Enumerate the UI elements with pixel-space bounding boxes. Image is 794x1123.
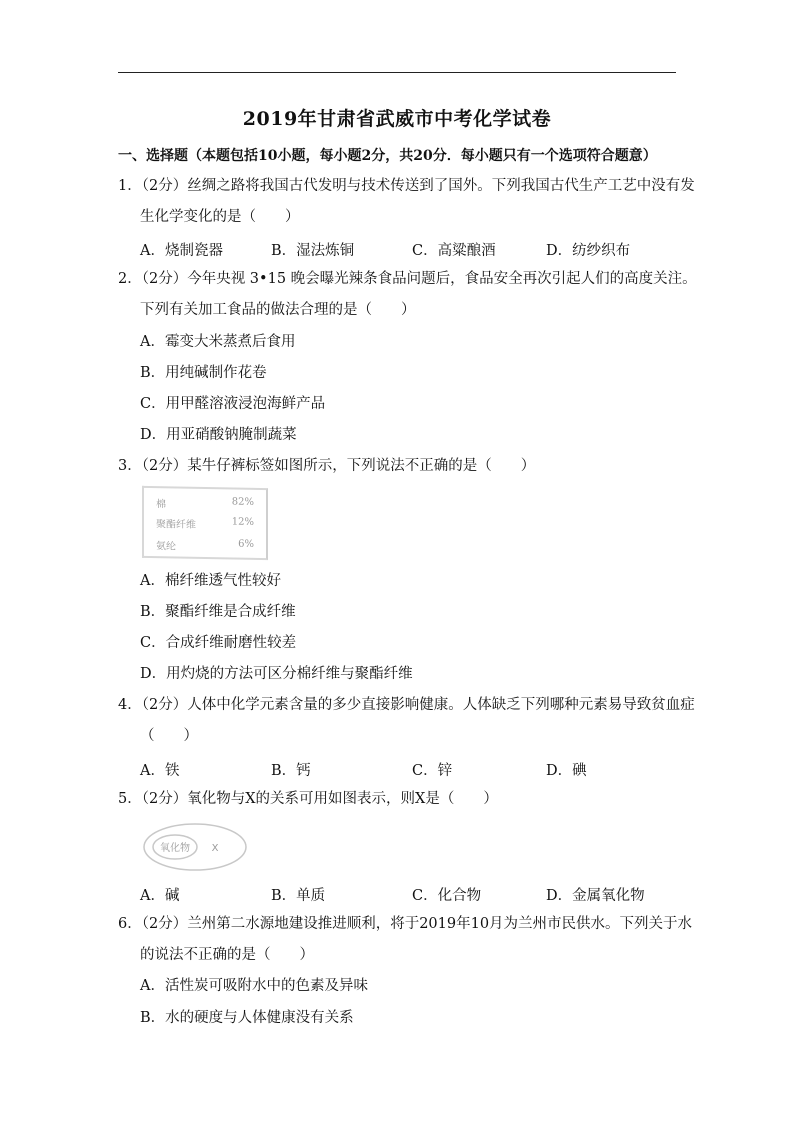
option-d: D．纺纱织布	[546, 243, 631, 259]
label-row-name: 棉	[156, 499, 166, 511]
question-5-stem: 5．（2分）氧化物与X的关系可用如图表示，则X是（ ）	[118, 791, 498, 807]
option-a: A．铁	[140, 763, 180, 779]
question-2-option-a: A．霉变大米蒸煮后食用	[140, 334, 296, 350]
question-2-stem: 2．（2分）今年央视 3•15 晚会曝光辣条食品问题后，食品安全再次引起人们的高度关注。	[118, 271, 697, 287]
jeans-label-figure	[142, 486, 268, 560]
question-6-stem-cont: 的说法不正确的是（ ）	[140, 947, 314, 963]
question-3-option-c: C．合成纤维耐磨性较差	[140, 635, 297, 651]
question-1-options	[140, 239, 660, 257]
option-c: C．化合物	[412, 888, 482, 904]
question-3-option-d: D．用灼烧的方法可区分棉纤维与聚酯纤维	[140, 666, 413, 682]
oxide-relation-figure	[142, 822, 248, 872]
option-b: B．单质	[271, 888, 326, 904]
inner-label: 氧化物	[160, 843, 190, 854]
question-6-option-a: A．活性炭可吸附水中的色素及异味	[140, 978, 368, 994]
question-2-option-c: C．用甲醛溶液浸泡海鲜产品	[140, 396, 326, 412]
option-a: A．烧制瓷器	[140, 243, 223, 259]
question-3-option-b: B．聚酯纤维是合成纤维	[140, 604, 296, 620]
question-4-stem-cont: （ ）	[140, 728, 198, 744]
question-2-option-b: B．用纯碱制作花卷	[140, 365, 267, 381]
option-c: C．锌	[412, 763, 453, 779]
question-3-stem: 3．（2分）某牛仔裤标签如图所示，下列说法不正确的是（ ）	[118, 458, 536, 474]
label-row-pct: 82%	[231, 496, 254, 508]
header-rule	[118, 72, 676, 73]
question-6-option-b: B．水的硬度与人体健康没有关系	[140, 1010, 354, 1026]
question-2-option-d: D．用亚硝酸钠腌制蔬菜	[140, 427, 297, 443]
option-b: B．钙	[271, 763, 311, 779]
question-6-stem: 6．（2分）兰州第二水源地建设推进顺利，将于2019年10月为兰州市民供水。下列关于水	[118, 916, 693, 932]
option-c: C．高粱酿酒	[412, 243, 496, 259]
option-d: D．碘	[546, 763, 587, 779]
question-5-options	[140, 884, 660, 902]
question-4-options	[140, 759, 660, 777]
section-heading: 一、选择题（本题包括10小题，每小题2分，共20分．每小题只有一个选项符合题意）	[118, 148, 657, 164]
question-1-stem-cont: 生化学变化的是（ ）	[140, 209, 300, 225]
question-3-option-a: A．棉纤维透气性较好	[140, 573, 281, 589]
question-4-stem: 4．（2分）人体中化学元素含量的多少直接影响健康。人体缺乏下列哪种元素易导致贫血症	[118, 697, 695, 713]
option-b: B．湿法炼铜	[271, 243, 355, 259]
option-a: A．碱	[140, 888, 180, 904]
label-row-pct: 6%	[238, 538, 254, 550]
option-d: D．金属氧化物	[546, 888, 645, 904]
question-1-stem: 1．（2分）丝绸之路将我国古代发明与技术传送到了国外。下列我国古代生产工艺中没有发	[118, 178, 695, 194]
page-title: 2019年甘肃省武威市中考化学试卷	[242, 108, 552, 130]
question-2-stem-cont: 下列有关加工食品的做法合理的是（ ）	[140, 302, 416, 318]
outer-label: X	[211, 843, 219, 854]
label-row-name: 聚酯纤维	[156, 519, 196, 531]
label-row-pct: 12%	[231, 516, 254, 528]
label-row-name: 氨纶	[156, 541, 176, 553]
